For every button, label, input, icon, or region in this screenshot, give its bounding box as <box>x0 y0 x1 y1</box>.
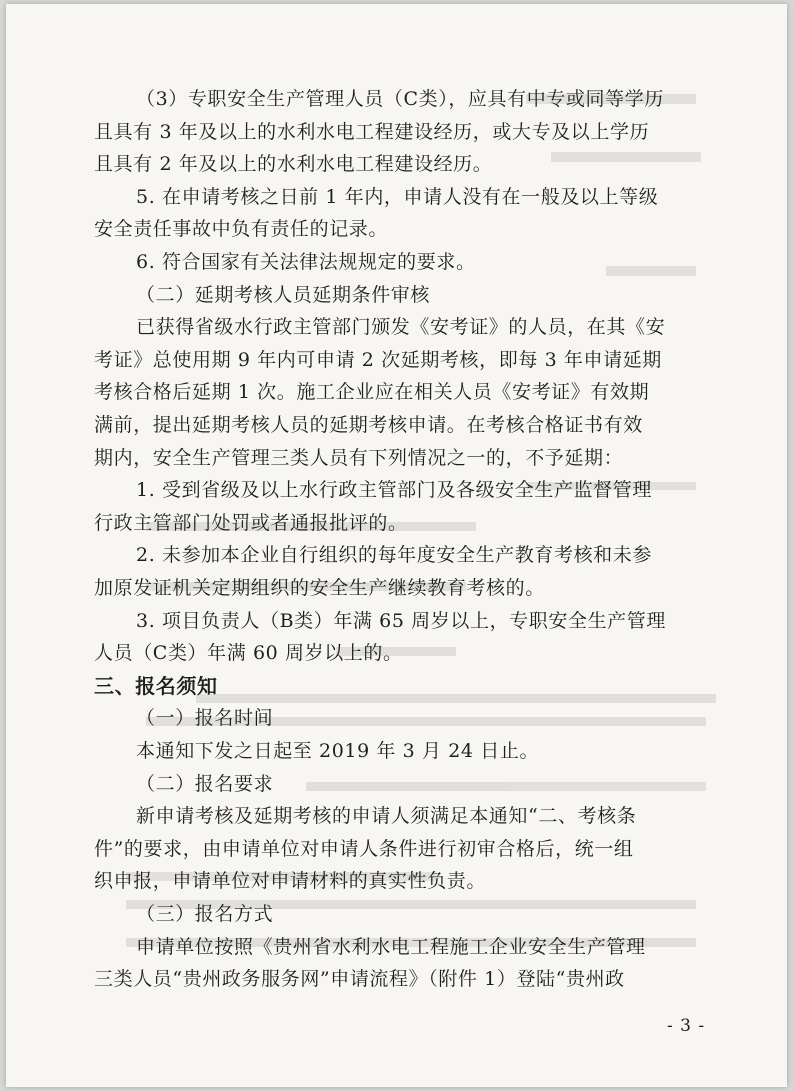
page-number: - 3 - <box>667 1016 706 1036</box>
text-line: 且具有 2 年及以上的水利水电工程建设经历。 <box>94 153 493 176</box>
text-line: 6. 符合国家有关法律法规规定的要求。 <box>136 251 476 273</box>
text-line: 申请单位按照《贵州省水利水电工程施工企业安全生产管理 <box>136 935 646 958</box>
text-line: 2. 未参加本企业自行组织的每年度安全生产教育考核和未参 <box>136 544 652 567</box>
document-page <box>6 4 787 1087</box>
text-line: 已获得省级水行政主管部门颁发《安考证》的人员，在其《安 <box>136 316 666 339</box>
subsection-heading: （一）报名时间 <box>136 707 274 730</box>
text-line: 件”的要求，由申请单位对申请人条件进行初审合格后，统一组 <box>94 837 634 860</box>
text-line: 满前，提出延期考核人员的延期考核申请。在考核合格证书有效 <box>94 414 643 436</box>
text-line: 考核合格后延期 1 次。施工企业应在相关人员《安考证》有效期 <box>94 381 650 404</box>
subsection-heading: （二）报名要求 <box>136 772 274 795</box>
text-line: 1. 受到省级及以上水行政主管部门及各级安全生产监督管理 <box>136 479 652 502</box>
text-line: 本通知下发之日起至 2019 年 3 月 24 日止。 <box>136 740 540 762</box>
text-line: 人员（C类）年满 60 周岁以上的。 <box>94 642 403 665</box>
section-heading: 三、报名须知 <box>94 673 218 698</box>
text-line: 期内，安全生产管理三类人员有下列情况之一的，不予延期： <box>94 446 624 469</box>
text-line: 加原发证机关定期组织的安全生产继续教育考核的。 <box>94 577 545 599</box>
text-line: 5. 在申请考核之日前 1 年内，申请人没有在一般及以上等级 <box>136 185 659 208</box>
text-line: 3. 项目负责人（B类）年满 65 周岁以上，专职安全生产管理 <box>136 609 666 632</box>
subsection-heading: （三）报名方式 <box>136 903 274 925</box>
text-line: 三类人员“贵州政务服务网”申请流程》（附件 1）登陆“贵州政 <box>94 968 625 991</box>
text-line: 新申请考核及延期考核的申请人须满足本通知“二、考核条 <box>136 805 637 828</box>
text-line: 行政主管部门处罚或者通报批评的。 <box>94 511 408 534</box>
text-line: 且具有 3 年及以上的水利水电工程建设经历，或大专及以上学历 <box>94 120 650 143</box>
text-line: 安全责任事故中负有责任的记录。 <box>94 218 389 241</box>
text-line: 考证》总使用期 9 年内可申请 2 次延期考核，即每 3 年申请延期 <box>94 348 662 371</box>
text-line: （3）专职安全生产管理人员（C类），应具有中专或同等学历 <box>136 88 664 110</box>
text-line: （二）延期考核人员延期条件审核 <box>136 283 431 306</box>
text-line: 织申报，申请单位对申请材料的真实性负责。 <box>94 870 487 893</box>
